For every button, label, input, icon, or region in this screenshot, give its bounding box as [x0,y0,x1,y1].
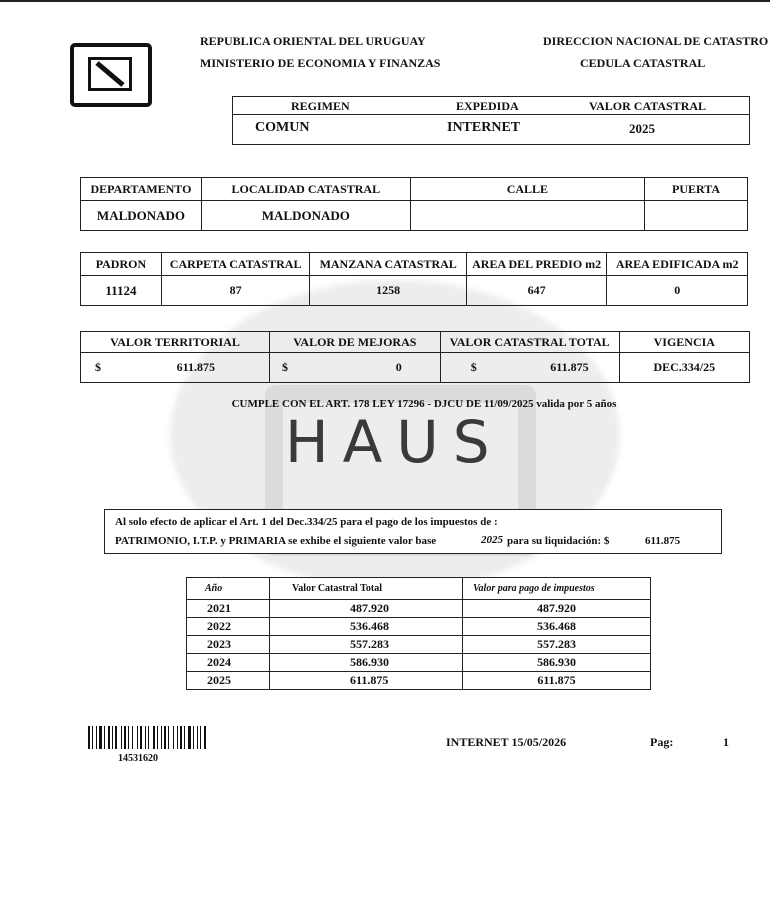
table-row [187,672,651,690]
row-valor-total: 487.920 [270,600,463,618]
col-valor-impuestos: Valor para pago de impuestos [463,578,651,600]
manzana-value: 1258 [310,276,467,306]
table-row [187,636,651,654]
valor-total-cell [440,353,619,383]
header-direccion: DIRECCION NACIONAL DE CATASTRO [543,34,769,48]
regimen-value: COMUN [255,120,310,135]
valor-mejoras-value: 0 [395,360,402,374]
col-valor-total: Valor Catastral Total [270,578,463,600]
valores-table [80,331,750,383]
area-predio-value: 647 [466,276,606,306]
calle-value [410,201,644,231]
catastro-logo-icon [70,43,152,107]
col-anio: Año [187,578,270,600]
carpeta-value: 87 [161,276,310,306]
area-edificada-value: 0 [607,276,748,306]
padron-value: 11124 [81,276,162,306]
valor-territorial-cell [81,353,270,383]
table-row [187,600,651,618]
table-row [187,654,651,672]
currency-symbol: $ [95,360,101,374]
puerta-value [645,201,748,231]
localidad-label: LOCALIDAD CATASTRAL [201,178,410,201]
efecto-liquidacion: para su liquidación: $ [507,535,610,547]
regimen-label: REGIMEN [291,99,350,113]
valor-catastral-label: VALOR CATASTRAL [589,99,707,113]
row-valor-total: 557.283 [270,636,463,654]
row-valor-impuestos: 611.875 [463,672,651,690]
ubicacion-table [80,177,748,231]
page-label: Pag: [650,735,674,749]
vigencia-value: DEC.334/25 [619,353,749,383]
barcode-icon [88,726,263,749]
valor-territorial-value: 611.875 [176,360,215,374]
efecto-amount: 611.875 [645,535,681,547]
cumple-text: CUMPLE CON EL ART. 178 LEY 17296 - DJCU DE 11/09/2025 valida por 5 años [231,398,617,410]
regimen-box [232,96,750,145]
row-year: 2022 [187,618,270,636]
currency-symbol: $ [470,360,477,374]
valor-total-value: 611.875 [550,360,589,374]
watermark-haus: HAUS [285,408,504,476]
currency-symbol: $ [281,360,288,374]
manzana-label: MANZANA CATASTRAL [310,253,467,276]
valor-mejoras-label: VALOR DE MEJORAS [269,332,440,353]
vigencia-label: VIGENCIA [619,332,749,353]
efecto-line1: Al solo efecto de aplicar el Art. 1 del Dec.334/25 para el pago de los impuestos de : [115,516,498,528]
efecto-line2: PATRIMONIO, I.T.P. y PRIMARIA se exhibe el siguiente valor base [115,535,437,547]
row-year: 2024 [187,654,270,672]
row-valor-total: 536.468 [270,618,463,636]
row-valor-total: 586.930 [270,654,463,672]
header-ministerio: MINISTERIO DE ECONOMIA Y FINANZAS [200,56,441,70]
puerta-label: PUERTA [645,178,748,201]
row-year: 2023 [187,636,270,654]
header-cedula: CEDULA CATASTRAL [580,56,706,70]
row-valor-impuestos: 557.283 [463,636,651,654]
table-row [187,618,651,636]
historico-table [186,577,651,690]
page-number: 1 [723,735,729,749]
efecto-box [104,509,722,554]
row-valor-impuestos: 487.920 [463,600,651,618]
row-year: 2025 [187,672,270,690]
barcode-number: 14531620 [118,753,158,764]
area-predio-label: AREA DEL PREDIO m2 [466,253,606,276]
localidad-value: MALDONADO [201,201,410,231]
issued-date: INTERNET 15/05/2026 [446,735,567,749]
padron-table [80,252,748,306]
efecto-year: 2025 [481,534,503,546]
departamento-value: MALDONADO [81,201,202,231]
valor-catastral-year: 2025 [629,121,655,136]
row-year: 2021 [187,600,270,618]
valor-territorial-label: VALOR TERRITORIAL [81,332,270,353]
valor-total-label: VALOR CATASTRAL TOTAL [440,332,619,353]
calle-label: CALLE [410,178,644,201]
valor-mejoras-cell [269,353,440,383]
row-valor-total: 611.875 [270,672,463,690]
header-republica: REPUBLICA ORIENTAL DEL URUGUAY [200,34,426,48]
padron-label: PADRON [81,253,162,276]
departamento-label: DEPARTAMENTO [81,178,202,201]
row-valor-impuestos: 586.930 [463,654,651,672]
top-border [0,0,770,2]
area-edificada-label: AREA EDIFICADA m2 [607,253,748,276]
carpeta-label: CARPETA CATASTRAL [161,253,310,276]
expedida-value: INTERNET [447,120,521,135]
expedida-label: EXPEDIDA [456,99,519,113]
row-valor-impuestos: 536.468 [463,618,651,636]
